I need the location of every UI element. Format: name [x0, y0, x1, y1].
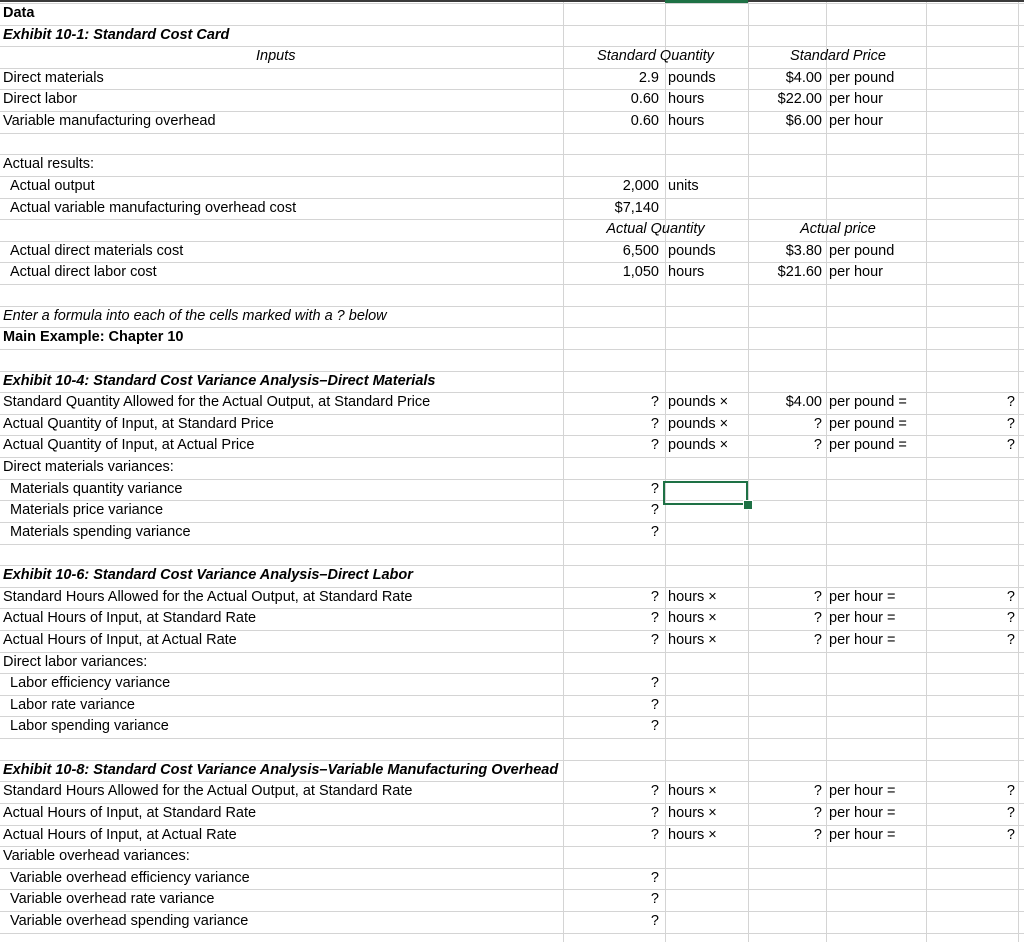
sheet-row: [0, 241, 1024, 263]
cell-d[interactable]: Standard Price: [790, 48, 886, 65]
sheet-row: [0, 306, 1024, 328]
cell-d[interactable]: ?: [813, 588, 822, 605]
cell-b[interactable]: 0.60: [630, 113, 659, 130]
cell-a[interactable]: Exhibit 10-4: Standard Cost Variance Analysis–Direct Materials: [3, 372, 436, 389]
cell-f[interactable]: ?: [1006, 631, 1015, 648]
cell-a[interactable]: Direct labor variances:: [3, 653, 148, 670]
cell-b[interactable]: Actual Quantity: [606, 221, 705, 238]
cell-a[interactable]: Direct labor: [3, 91, 78, 108]
cell-a[interactable]: Materials spending variance: [10, 523, 191, 540]
cell-e[interactable]: per hour =: [829, 610, 896, 627]
sheet-row: [0, 846, 1024, 868]
cell-a[interactable]: Standard Hours Allowed for the Actual Output, at Standard Rate: [3, 588, 413, 605]
cell-c[interactable]: pounds: [668, 242, 716, 259]
sheet-row: [0, 89, 1024, 111]
cell-c[interactable]: pounds ×: [668, 415, 729, 432]
cell-a[interactable]: Labor efficiency variance: [10, 675, 171, 692]
cell-e[interactable]: per pound =: [829, 437, 907, 454]
cell-a[interactable]: Actual Quantity of Input, at Actual Price: [3, 437, 255, 454]
sheet-row: [0, 587, 1024, 609]
cell-b[interactable]: 1,050: [622, 264, 659, 281]
cell-d[interactable]: $4.00: [785, 394, 822, 411]
cell-d[interactable]: $3.80: [785, 242, 822, 259]
sheet-row: [0, 349, 1024, 371]
cell-a[interactable]: Data: [3, 5, 35, 21]
sheet-row: [0, 111, 1024, 133]
cell-e[interactable]: per hour =: [829, 804, 896, 821]
sheet-row: [0, 284, 1024, 306]
cell-c[interactable]: pounds ×: [668, 394, 729, 411]
cell-b[interactable]: ?: [650, 480, 659, 497]
cell-c[interactable]: hours: [668, 113, 705, 130]
cell-a[interactable]: Actual Quantity of Input, at Standard Price: [3, 415, 274, 432]
cell-b[interactable]: 0.60: [630, 91, 659, 108]
sheet-row: [0, 500, 1024, 522]
cell-a[interactable]: Exhibit 10-8: Standard Cost Variance Analysis–Variable Manufacturing Overhead: [3, 761, 559, 778]
cell-b[interactable]: ?: [650, 869, 659, 886]
cell-b[interactable]: ?: [650, 804, 659, 821]
sheet-row: [0, 176, 1024, 198]
sheet-row: [0, 803, 1024, 825]
top-border: [0, 0, 1024, 2]
sheet-row: [0, 479, 1024, 501]
cell-e[interactable]: per pound: [829, 69, 895, 86]
cell-d[interactable]: Actual price: [800, 221, 876, 238]
cell-e[interactable]: per hour: [829, 91, 884, 108]
cell-b[interactable]: ?: [650, 502, 659, 519]
cell-b[interactable]: ?: [650, 718, 659, 735]
cell-a[interactable]: Actual results:: [3, 156, 95, 173]
fill-handle[interactable]: [743, 500, 753, 510]
sheet-row: [0, 911, 1024, 933]
sheet-row: [0, 716, 1024, 738]
cell-a[interactable]: Materials price variance: [10, 502, 164, 519]
cell-d[interactable]: $22.00: [777, 91, 822, 108]
sheet-row: [0, 889, 1024, 911]
sheet-row: [0, 630, 1024, 652]
cell-c[interactable]: pounds ×: [668, 437, 729, 454]
cell-b[interactable]: ?: [650, 783, 659, 800]
cell-c[interactable]: hours: [668, 91, 705, 108]
cell-b[interactable]: ?: [650, 675, 659, 692]
cell-a[interactable]: Direct materials: [3, 69, 104, 86]
cell-f[interactable]: ?: [1006, 826, 1015, 843]
cell-e[interactable]: per pound: [829, 242, 895, 259]
cell-b[interactable]: ?: [650, 610, 659, 627]
cell-a[interactable]: Actual direct materials cost: [10, 242, 184, 259]
cell-b[interactable]: ?: [650, 437, 659, 454]
sheet-row: [0, 544, 1024, 566]
cell-b[interactable]: ?: [650, 415, 659, 432]
cell-d[interactable]: $6.00: [785, 113, 822, 130]
cell-a[interactable]: Variable overhead spending variance: [10, 913, 249, 930]
cell-c[interactable]: pounds: [668, 69, 716, 86]
cell-d[interactable]: ?: [813, 804, 822, 821]
cell-c[interactable]: hours ×: [668, 631, 717, 648]
cell-f[interactable]: ?: [1006, 783, 1015, 800]
sheet-row: [0, 760, 1024, 782]
cell-e[interactable]: per pound =: [829, 415, 907, 432]
cell-a[interactable]: Variable manufacturing overhead: [3, 113, 216, 130]
cell-d[interactable]: $21.60: [777, 264, 822, 281]
selected-cell[interactable]: [663, 481, 748, 505]
cell-b[interactable]: ?: [650, 588, 659, 605]
cell-d[interactable]: ?: [813, 610, 822, 627]
sheet-row: [0, 825, 1024, 847]
sheet-row: [0, 652, 1024, 674]
cell-f[interactable]: ?: [1006, 415, 1015, 432]
sheet-row: [0, 781, 1024, 803]
cell-a[interactable]: Actual Hours of Input, at Standard Rate: [3, 804, 257, 821]
cell-f[interactable]: ?: [1006, 588, 1015, 605]
cell-a[interactable]: Main Example: Chapter 10: [3, 329, 184, 346]
cell-b[interactable]: Standard Quantity: [597, 48, 714, 65]
cell-f[interactable]: ?: [1006, 610, 1015, 627]
sheet-row: [0, 868, 1024, 890]
cell-b[interactable]: ?: [650, 826, 659, 843]
cell-a[interactable]: Exhibit 10-1: Standard Cost Card: [3, 26, 230, 43]
cell-d[interactable]: ?: [813, 783, 822, 800]
sheet-row: [0, 46, 1024, 68]
cell-a[interactable]: Actual direct labor cost: [10, 264, 157, 281]
sheet-row: [0, 3, 1024, 25]
cell-f[interactable]: ?: [1006, 804, 1015, 821]
cell-c[interactable]: hours ×: [668, 588, 717, 605]
cell-e[interactable]: per hour: [829, 264, 884, 281]
cell-a[interactable]: Actual Hours of Input, at Standard Rate: [3, 610, 257, 627]
sheet-row: [0, 457, 1024, 479]
cell-b[interactable]: ?: [650, 891, 659, 908]
cell-d[interactable]: ?: [813, 631, 822, 648]
sheet-row: [0, 738, 1024, 760]
sheet-row: [0, 392, 1024, 414]
cell-b[interactable]: ?: [650, 523, 659, 540]
cell-a[interactable]: Enter a formula into each of the cells marked with a ? below: [3, 307, 387, 324]
cell-b[interactable]: 2,000: [622, 177, 659, 194]
cell-c[interactable]: hours ×: [668, 826, 717, 843]
sheet-row: [0, 262, 1024, 284]
cell-d[interactable]: $4.00: [785, 69, 822, 86]
cell-b[interactable]: ?: [650, 696, 659, 713]
sheet-row: [0, 695, 1024, 717]
cell-a[interactable]: Actual output: [10, 177, 95, 194]
cell-e[interactable]: per hour =: [829, 826, 896, 843]
sheet-row: [0, 673, 1024, 695]
cell-a[interactable]: Variable overhead rate variance: [10, 891, 215, 908]
cell-a[interactable]: Standard Quantity Allowed for the Actual Output, at Standard Price: [3, 394, 431, 411]
cell-c[interactable]: hours ×: [668, 804, 717, 821]
cell-a[interactable]: Standard Hours Allowed for the Actual Output, at Standard Rate: [3, 783, 413, 800]
sheet-row: [0, 154, 1024, 176]
cell-a[interactable]: Direct materials variances:: [3, 459, 174, 476]
sheet-row: [0, 68, 1024, 90]
sheet-row: [0, 371, 1024, 393]
cell-b[interactable]: 2.9: [638, 69, 659, 86]
sheet-row: [0, 435, 1024, 457]
cell-a[interactable]: Labor rate variance: [10, 696, 135, 713]
cell-b[interactable]: ?: [650, 631, 659, 648]
cell-a[interactable]: Exhibit 10-6: Standard Cost Variance Analysis–Direct Labor: [3, 567, 413, 584]
sheet-row: [0, 219, 1024, 241]
cell-a[interactable]: Labor spending variance: [10, 718, 169, 735]
sheet-row: [0, 198, 1024, 220]
cell-c[interactable]: hours: [668, 264, 705, 281]
cell-a[interactable]: Variable overhead variances:: [3, 848, 190, 865]
cell-a[interactable]: Inputs: [256, 48, 296, 65]
cell-a[interactable]: Actual Hours of Input, at Actual Rate: [3, 631, 237, 648]
cell-b[interactable]: ?: [650, 394, 659, 411]
cell-b[interactable]: $7,140: [614, 199, 659, 216]
cell-c[interactable]: units: [668, 177, 699, 194]
cell-e[interactable]: per hour =: [829, 783, 896, 800]
cell-a[interactable]: Variable overhead efficiency variance: [10, 869, 250, 886]
cell-b[interactable]: 6,500: [622, 242, 659, 259]
cell-a[interactable]: Materials quantity variance: [10, 480, 183, 497]
cell-a[interactable]: Actual variable manufacturing overhead cost: [10, 199, 297, 216]
cell-d[interactable]: ?: [813, 415, 822, 432]
sheet-row: [0, 133, 1024, 155]
cell-e[interactable]: per pound =: [829, 394, 907, 411]
cell-b[interactable]: ?: [650, 913, 659, 930]
cell-c[interactable]: hours ×: [668, 783, 717, 800]
cell-c[interactable]: hours ×: [668, 610, 717, 627]
cell-e[interactable]: per hour =: [829, 588, 896, 605]
cell-a[interactable]: Actual Hours of Input, at Actual Rate: [3, 826, 237, 843]
sheet-row: [0, 608, 1024, 630]
cell-e[interactable]: per hour =: [829, 631, 896, 648]
sheet-row: [0, 327, 1024, 349]
sheet-row: [0, 25, 1024, 47]
cell-f[interactable]: ?: [1006, 394, 1015, 411]
sheet-row: [0, 414, 1024, 436]
cell-d[interactable]: ?: [813, 826, 822, 843]
cell-f[interactable]: ?: [1006, 437, 1015, 454]
sheet-row: [0, 565, 1024, 587]
sheet-row: [0, 522, 1024, 544]
cell-d[interactable]: ?: [813, 437, 822, 454]
cell-e[interactable]: per hour: [829, 113, 884, 130]
